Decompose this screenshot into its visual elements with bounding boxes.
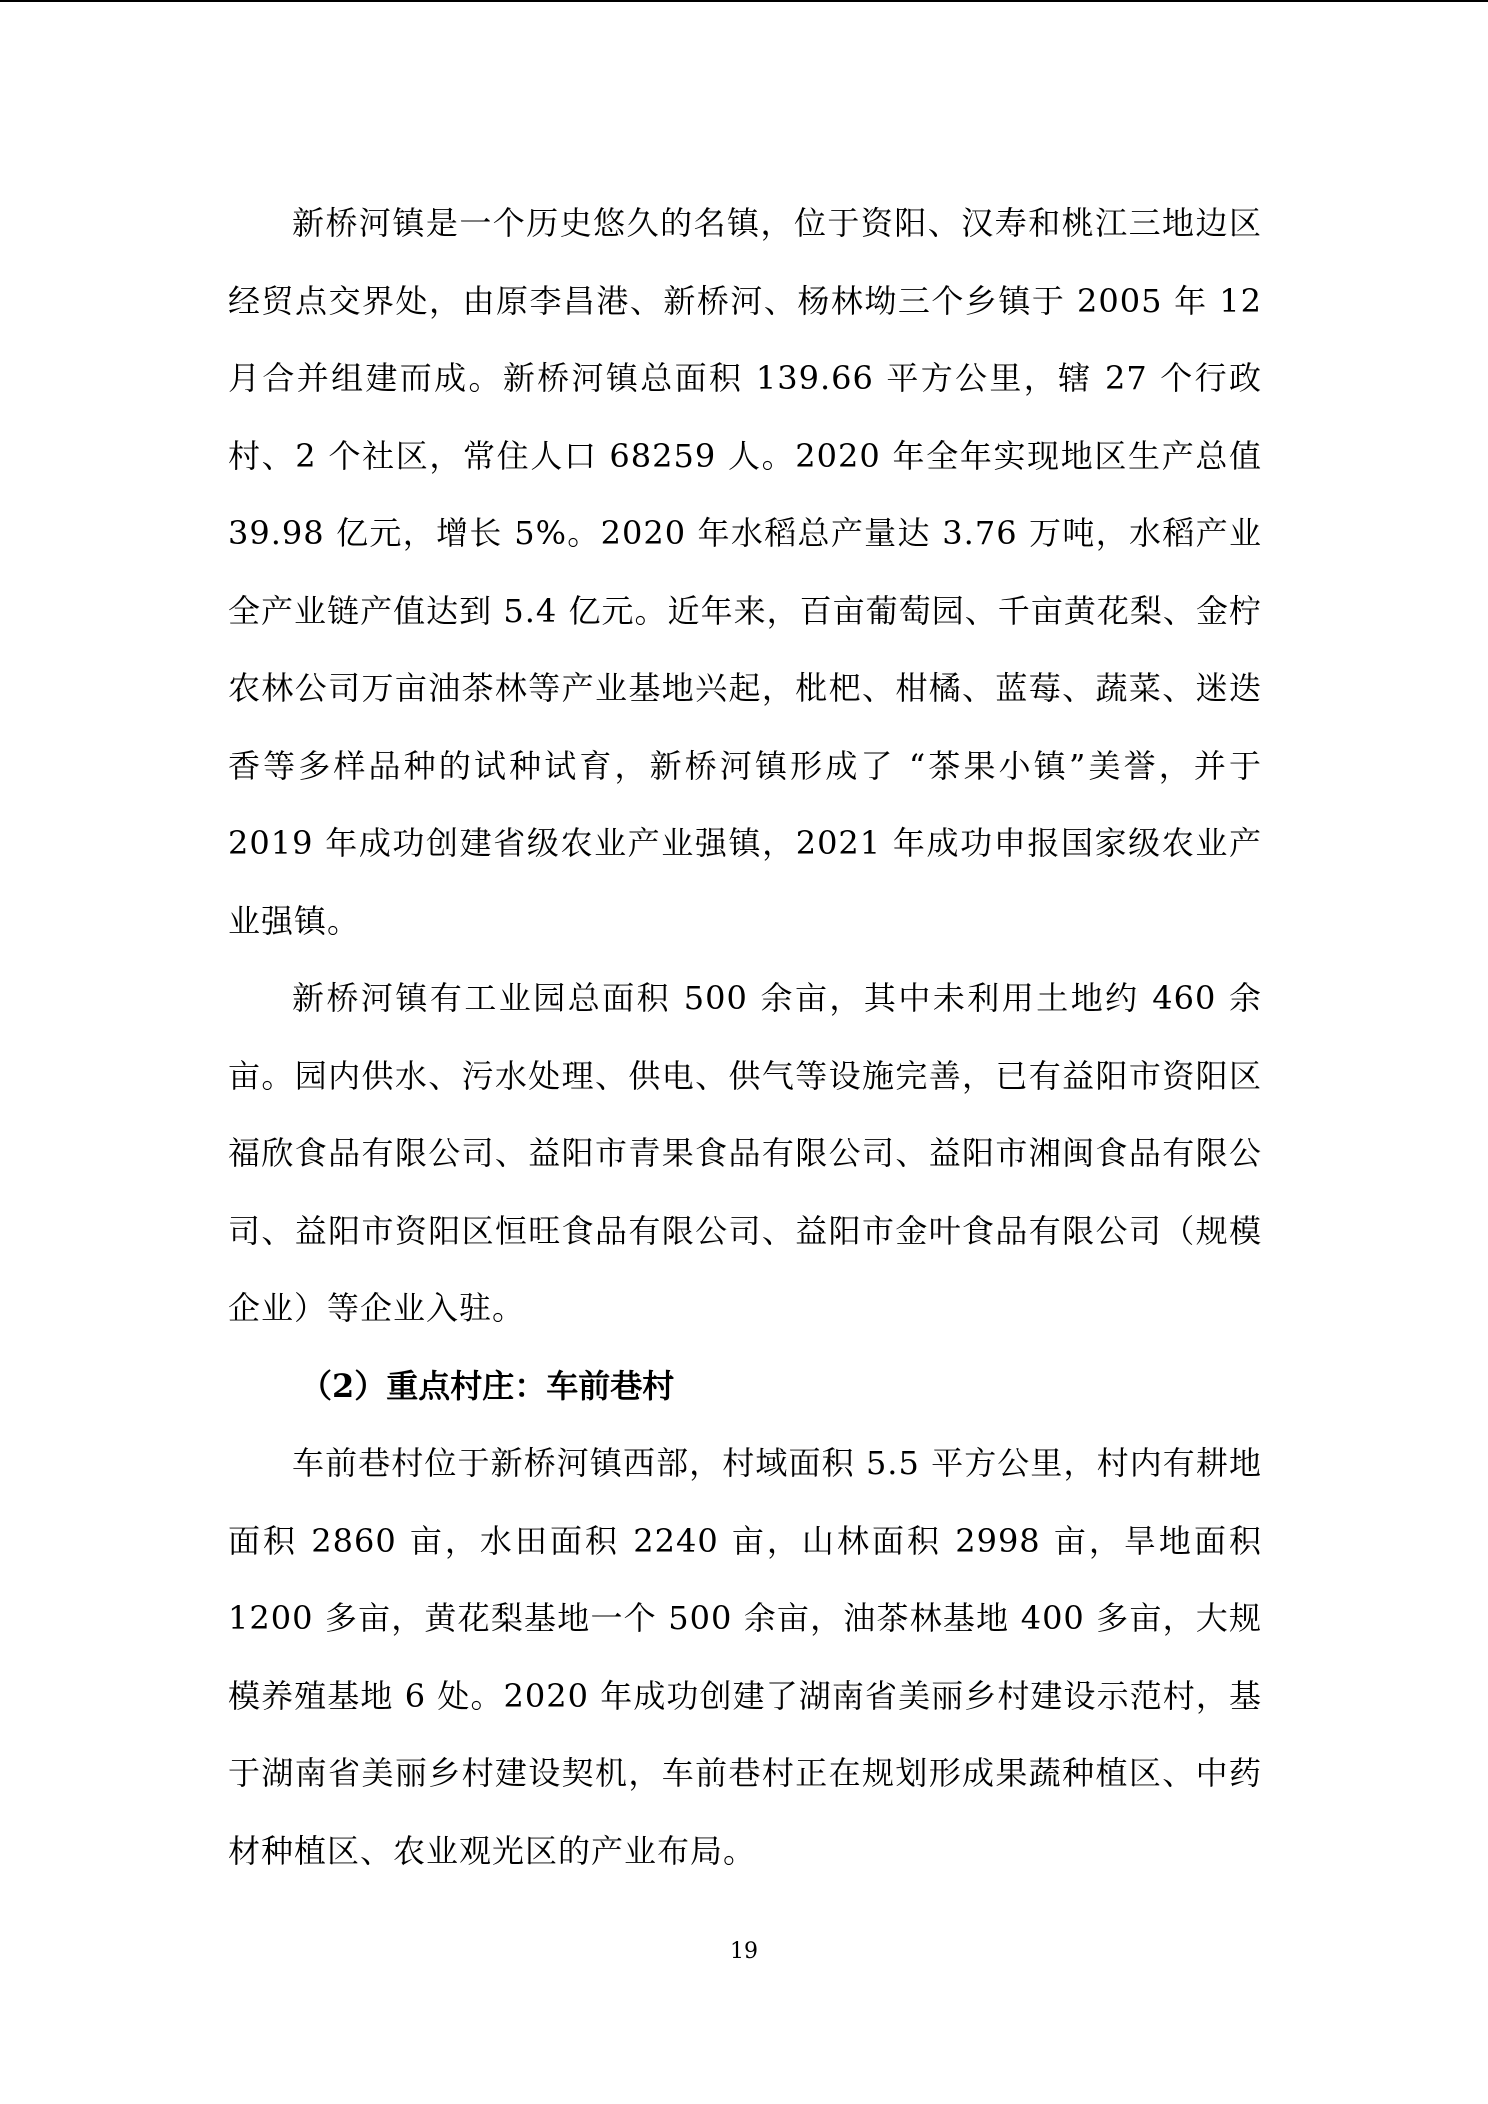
paragraph-industrial-park: 新桥河镇有工业园总面积 500 余亩，其中未利用土地约 460 余亩。园内供水、污水处理、供电、供气等设施完善，已有益阳市资阳区福欣食品有限公司、益阳市青果食品有限公司、益阳市湘闽食品有限公司、益阳市资阳区恒旺食品有限公司、益阳市金叶食品有限公司（规模企业）等企业入驻。 (228, 979, 1262, 1327)
section-heading: （2）重点村庄：车前巷村 (300, 1366, 675, 1405)
top-border-line (0, 0, 1488, 2)
paragraph-village-overview: 车前巷村位于新桥河镇西部，村域面积 5.5 平方公里，村内有耕地面积 2860 亩，水田面积 2240 亩，山林面积 2998 亩，旱地面积 1200 多亩，黄花梨基地一个 500 余亩，油茶林基地 400 多亩，大规模养殖基地 6 处。2020 年成功创建了湖南省美丽乡村建设示范村，基于湖南省美丽乡村建设契机，车前巷村正在规划形成果蔬种植区、中药材种植区、农业观光区的产业布局。 (228, 1444, 1262, 1870)
document-body (228, 185, 1262, 1890)
paragraph-town-overview: 新桥河镇是一个历史悠久的名镇，位于资阳、汉寿和桃江三地边区经贸点交界处，由原李昌港、新桥河、杨林坳三个乡镇于 2005 年 12 月合并组建而成。新桥河镇总面积 139.66 平方公里，辖 27 个行政村、2 个社区，常住人口 68259 人。2020 年全年实现地区生产总值 39.98 亿元，增长 5%。2020 年水稻总产量达 3.76 万吨，水稻产业全产业链产值达到 5.4 亿元。近年来，百亩葡萄园、千亩黄花梨、金柠农林公司万亩油茶林等产业基地兴起，枇杷、柑橘、蓝莓、蔬菜、迷迭香等多样品种的试种试育，新桥河镇形成了 “茶果小镇”美誉，并于 2019 年成功创建省级农业产业强镇，2021 年成功申报国家级农业产业强镇。 (228, 204, 1262, 940)
page-number: 19 (730, 1939, 758, 1964)
